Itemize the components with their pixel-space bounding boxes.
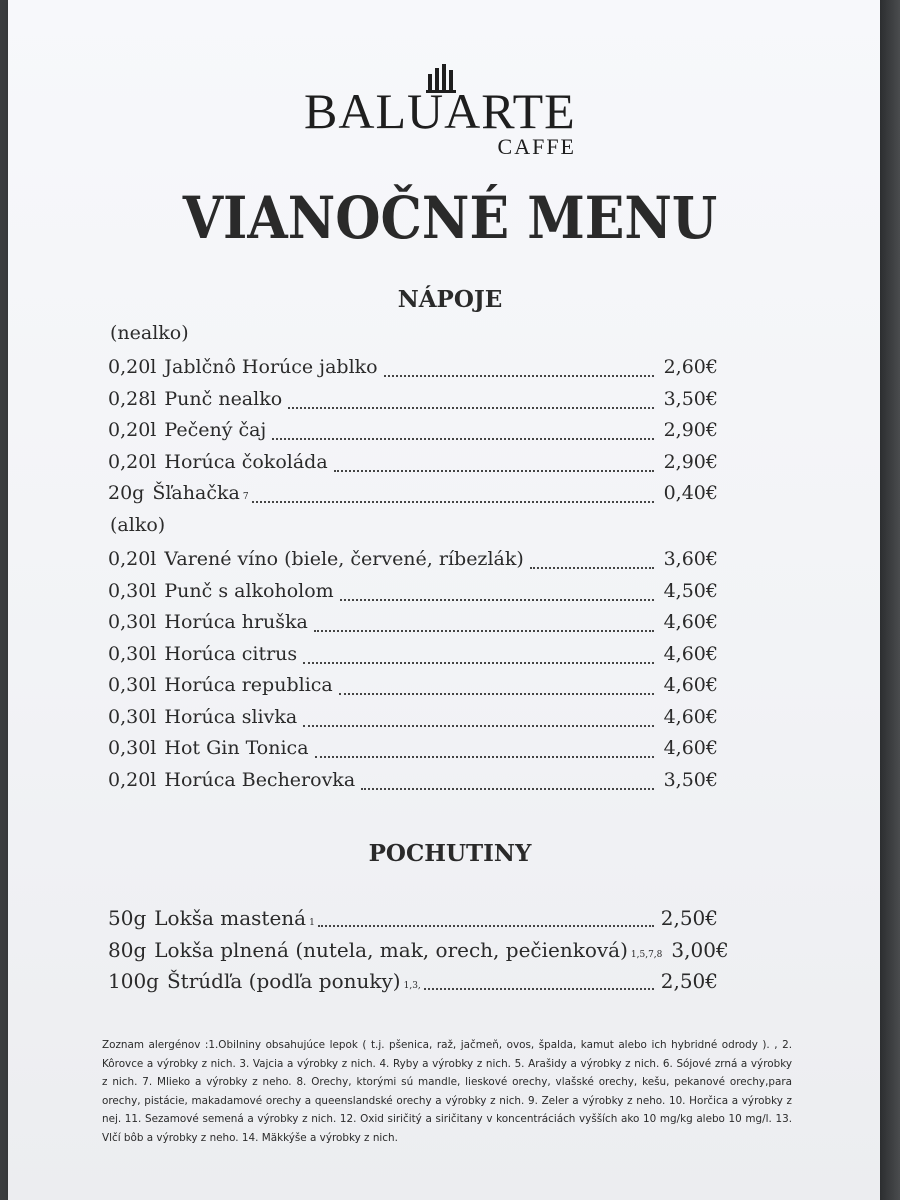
menu-item-row [108,580,718,608]
item-allergens: 1,3, [403,981,421,991]
item-price: 4,60€ [663,737,718,759]
item-name: Punč nealko [164,387,283,410]
item-name: Lokša plnená (nutela, mak, orech, pečienková) [154,937,628,962]
item-allergens: 1 [309,918,315,928]
allergen-note: Zoznam alergénov :1.Obilniny obsahujúce lepok ( t.j. pšenica, raž, jačmeň, ovos, špalda, kamut alebo ich hybridné odrody ). , 2. Kôrovce a výrobky z nich. 3. Vajcia a výrobky z nich. 4. Ryby a výrobky z nich. 5. Arašidy a výrobky z nich. 6. Sójové zrná a výrobky z nich. 7. Mlieko a výrobky z neho. 8. Orechy, ktorými sú mandle, lieskové orechy, vlašské orechy, kešu, pekanové orechy,para orechy, pistácie, makadamové orechy a queenslandské orechy a výrobky z nich. 9. Zeler a výrobky z neho. 10. Horčica a výrobky z nej. 11. Sezamové semená a výrobky z nich. 12. Oxid siričitý a siričitany v koncentráciách vyšších ako 10 mg/kg alebo 10 mg/l. 13. Vlčí bôb a výrobky z neho. 14. Mäkkýše a výrobky z nich. [102,1039,792,1144]
item-quantity: 0,20l [108,450,157,473]
dot-leader [303,723,654,727]
item-quantity: 0,20l [108,419,157,441]
item-price: 4,60€ [663,705,718,728]
item-name: Horúca hruška [164,611,308,633]
dot-leader [272,436,654,440]
item-quantity: 80g [108,937,147,962]
item-quantity: 0,20l [108,356,157,378]
item-quantity: 0,28l [108,387,157,410]
item-price: 4,50€ [663,579,718,602]
item-price: 3,50€ [663,768,718,791]
menu-item-row [108,769,718,797]
item-quantity: 0,30l [108,611,157,633]
dot-leader [339,691,654,695]
item-name: Horúca republica [164,674,333,696]
menu-item-row [108,482,718,510]
item-price: 2,50€ [660,906,718,930]
item-name: Punč s alkoholom [164,579,334,602]
item-allergens: 7 [242,492,249,502]
item-quantity: 50g [108,906,147,930]
item-quantity: 0,20l [108,768,157,791]
logo-subtitle: CAFFE [497,134,576,159]
item-name: Jablčnô Horúce jablko [164,356,378,378]
menu-item-row [108,419,718,447]
dot-leader [314,628,654,632]
menu-item-row [108,737,718,765]
item-quantity: 0,30l [108,642,157,665]
item-name: Horúca citrus [164,642,298,665]
item-price: 3,00€ [671,937,729,962]
menu-item-row [108,937,729,966]
item-allergens: 1,5,7,8 [630,949,663,960]
item-quantity: 0,30l [108,579,157,602]
logo [300,60,590,170]
item-name: Šľahačka [152,482,240,504]
menu-item-row [108,611,718,639]
item-quantity: 0,30l [108,737,157,759]
item-quantity: 0,20l [108,548,157,570]
item-price: 4,60€ [663,611,718,633]
background-edge [880,0,900,1200]
nonalcoholic-label: (nealko) [110,322,189,344]
item-quantity: 20g [108,482,145,504]
menu-item-row [108,969,718,997]
menu-item-row [108,451,718,479]
dot-leader [315,754,654,758]
item-price: 4,60€ [663,674,718,696]
item-name: Horúca slivka [164,705,298,728]
item-quantity: 0,30l [108,705,157,728]
item-name: Varené víno (biele, červené, ríbezlák) [164,548,524,570]
item-name: Štrúdľa (podľa ponuky) [166,969,401,993]
menu-item-row [108,356,718,384]
dot-leader [361,786,654,790]
item-name: Hot Gin Tonica [164,737,309,759]
menu-item-row [108,548,718,576]
item-price: 0,40€ [663,482,718,504]
dot-leader [384,373,654,377]
item-price: 2,90€ [663,450,718,473]
menu-item-row [108,643,718,671]
item-name: Lokša mastená [154,906,307,930]
menu-item-row [108,906,718,934]
dot-leader [252,499,654,503]
logo-name: BALUARTE [304,83,576,139]
dot-leader [340,597,654,601]
item-price: 3,60€ [663,548,718,570]
dot-leader [318,923,654,927]
food-heading: POCHUTINY [368,840,532,867]
menu-item-row [108,388,718,416]
item-price: 3,50€ [663,387,718,410]
dot-leader [334,468,654,472]
menu-item-row [108,706,718,734]
item-price: 2,90€ [663,419,718,441]
menu-item-row [108,674,718,702]
dot-leader [288,405,654,409]
dot-leader [303,660,654,664]
item-price: 2,50€ [660,969,718,993]
dot-leader [530,565,654,569]
item-price: 4,60€ [663,642,718,665]
item-name: Horúca Becherovka [164,768,356,791]
item-name: Pečený čaj [164,419,267,441]
drinks-heading: NÁPOJE [397,286,503,313]
alcoholic-label: (alko) [110,514,166,536]
item-quantity: 100g [108,969,159,993]
menu-title: VIANOČNÉ MENU [182,184,718,253]
item-name: Horúca čokoláda [164,450,328,473]
item-quantity: 0,30l [108,674,157,696]
dot-leader [424,986,654,990]
item-price: 2,60€ [663,356,718,378]
